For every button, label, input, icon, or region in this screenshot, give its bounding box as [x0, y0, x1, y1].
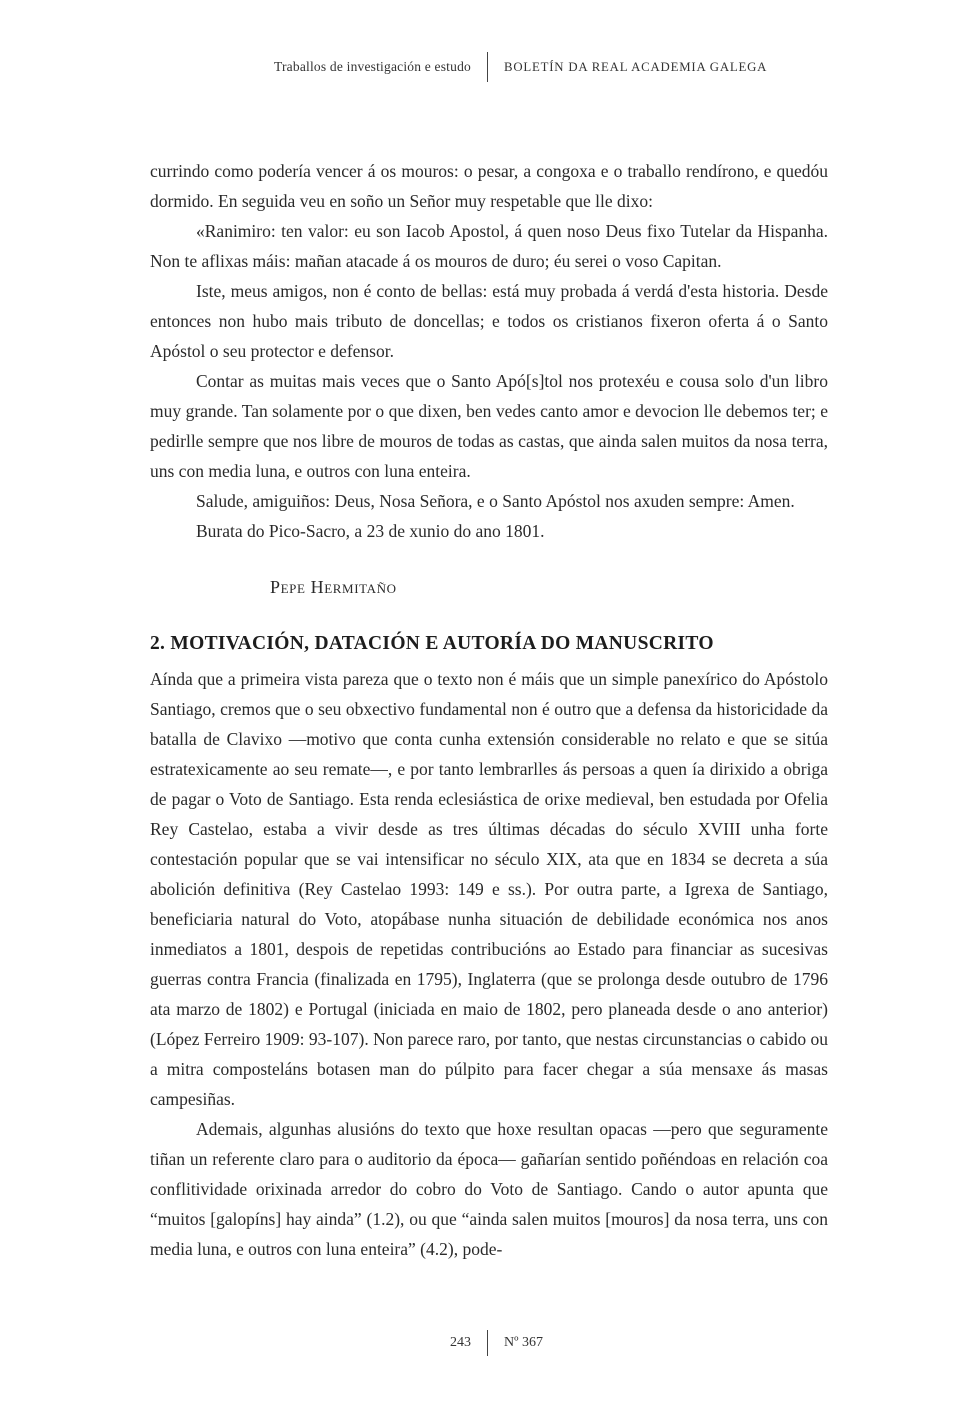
section-heading: 2. MOTIVACIÓN, DATACIÓN E AUTORÍA DO MANUSCRITO	[150, 633, 714, 654]
quote-paragraph-1: currindo como podería vencer á os mouros: o pesar, a congoxa e o traballo rendírono, e quedóu dormido. En seguida veu en soño un Señor muy respetable que lle dixo:	[150, 161, 828, 211]
page-number: 243	[450, 1335, 471, 1350]
quote-paragraph-2: «Ranimiro: ten valor: eu son Iacob Apostol, á quen noso Deus fixo Tutelar da Hispanha. Non te aflixas máis: mañan atacade á os mouros de duro; éu serei o voso Capitan.	[150, 221, 828, 271]
quote-signature: Pepe Hermitaño	[270, 577, 397, 597]
quote-paragraph-5: Salude, amiguiños: Deus, Nosa Señora, e o Santo Apóstol nos axuden sempre: Amen.	[196, 491, 795, 511]
quote-paragraph-3: Iste, meus amigos, non é conto de bellas: está muy probada á verdá d'esta historia. Desde entonces non hubo mais tributo de doncellas; e todos os cristianos fixeron oferta á o Santo Apóstol o seu protector e defensor.	[150, 281, 828, 361]
section-paragraph-2: Ademais, algunhas alusións do texto que hoxe resultan opacas —pero que seguramente tiñan un referente claro para o auditorio da época— gañarían sentido poñéndoas en relación coa conflitividade orixinada arredor do cobro do Voto de Santiago. Cando o autor apunta que “muitos [galopíns] hay ainda” (1.2), ou que “ainda salen muitos [mouros] da nosa terra, uns con media luna, e outros con luna enteira” (4.2), pode-	[150, 1119, 828, 1259]
quote-paragraph-4: Contar as muitas mais veces que o Santo Apó[s]tol nos protexéu e cousa solo d'un libro muy grande. Tan solamente por o que dixen, ben vedes canto amor e devocion lle debemos ter; e pedirlle sempre que nos libre de mouros de todas as castas, que ainda salen muitos da nosa terra, uns con media luna, e outros con luna enteira.	[150, 371, 828, 481]
header-journal-title: BOLETÍN DA REAL ACADEMIA GALEGA	[504, 60, 768, 74]
section-paragraph-1: Aínda que a primeira vista pareza que o texto non é máis que un simple panexírico do Apóstolo Santiago, cremos que o seu obxectivo fundamental non é outro que a defensa da historicidade da batalla de Clavixo —motivo que conta cunha extensión considerable no relato e que se sitúa estratexicamente ao seu remate—, e por tanto lembrarlles ás persoas a quen ía dirixido a obriga de pagar o Voto de Santiago. Esta renda eclesiástica de orixe medieval, ben estudada por Ofelia Rey Castelao, estaba a vivir desde as tres últimas décadas do século XVIII unha forte contestación popular que se vai intensificar no século XIX, ata que en 1834 se decreta a súa abolición definitiva (Rey Castelao 1993: 149 e ss.). Por outra parte, a Igrexa de Santiago, beneficiaria natural do Voto, atopábase nunha situación de debilidade económica nos anos inmediatos a 1801, despois de repetidas contribucións ao Estado para financiar as sucesivas guerras contra Francia (finalizada en 1795), Inglaterra (que se prolonga desde outubro de 1796 ata marzo de 1802) e Portugal (iniciada en maio de 1802, pero planeada desde o ano anterior) (López Ferreiro 1909: 93-107). Non parece raro, por tanto, que nestas circunstancias o cabido ou a mitra composteláns botasen man do púlpito para facer chegar a súa mensaxe ás masas campesiñas.	[150, 669, 828, 1109]
issue-number: Nº 367	[504, 1335, 543, 1350]
text-block	[150, 156, 828, 1264]
quote-paragraph-6: Burata do Pico-Sacro, a 23 de xunio do ano 1801.	[196, 521, 545, 541]
header-section-title: Traballos de investigación e estudo	[274, 59, 471, 74]
running-head	[0, 52, 975, 82]
page-footer	[0, 1330, 975, 1356]
